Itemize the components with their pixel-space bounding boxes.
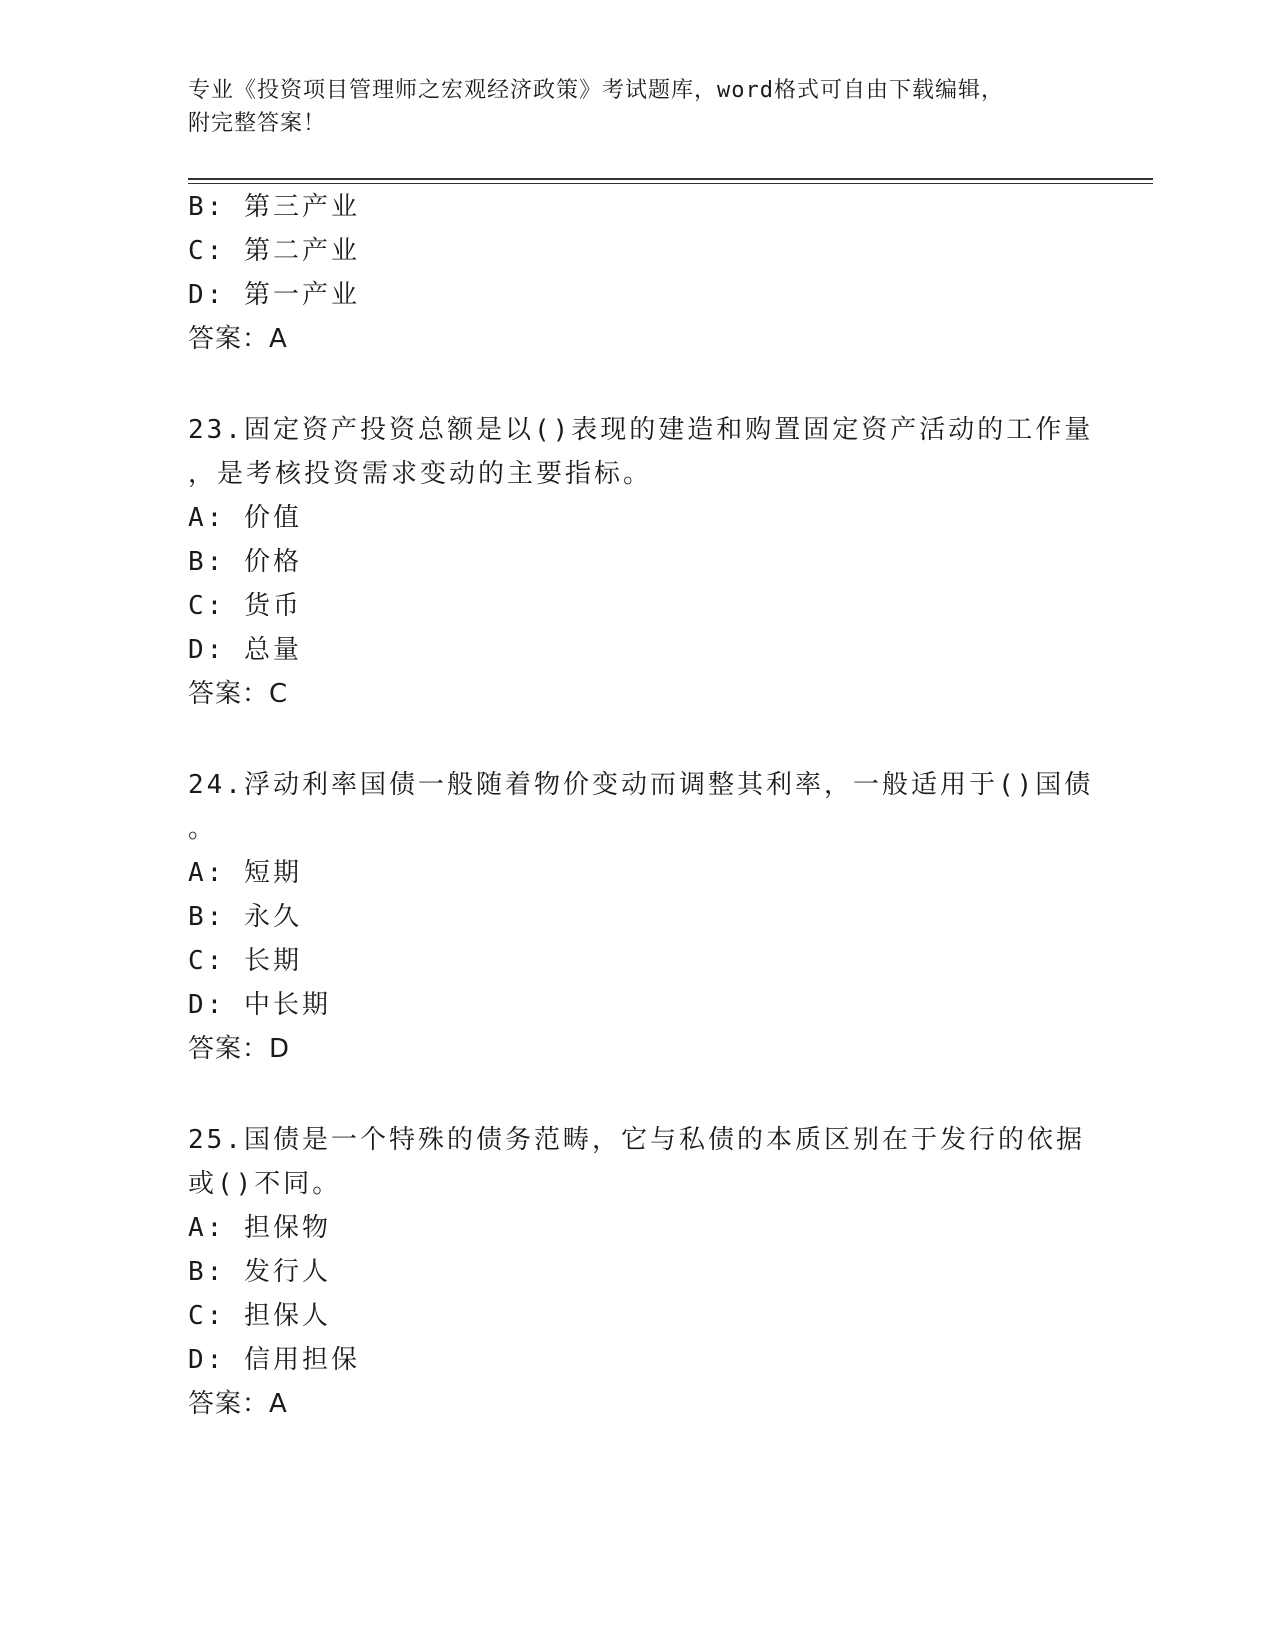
q25-stem-line-1: 25.国债是一个特殊的债务范畴，它与私债的本质区别在于发行的依据 [188,1125,1085,1155]
q24-option-d: D: 中长期 [188,990,331,1020]
document-header [188,74,1088,140]
q25-answer: 答案：A [188,1389,288,1419]
q25-option-a: A: 担保物 [188,1213,331,1243]
q22-option-d: D: 第一产业 [188,280,360,310]
q25-option-b: B: 发行人 [188,1257,331,1287]
q22-answer: 答案：A [188,324,288,354]
q22-option-c: C: 第二产业 [188,236,360,266]
q23-option-a: A: 价值 [188,503,302,533]
q23-stem-line-2: ，是考核投资需求变动的主要指标。 [188,459,653,489]
q24-stem-line-2: 。 [188,814,218,844]
header-line-2: 附完整答案！ [188,111,327,136]
q23-answer: 答案：C [188,679,289,709]
header-line-1: 专业《投资项目管理师之宏观经济政策》考试题库，word格式可自由下载编辑， [188,78,1004,103]
q23-stem-line-1: 23.固定资产投资总额是以()表现的建造和购置固定资产活动的工作量 [188,415,1094,445]
q25-stem-line-2: 或()不同。 [188,1169,342,1199]
header-divider-thin [188,183,1153,184]
q24-option-c: C: 长期 [188,946,302,976]
q23-option-c: C: 货币 [188,591,302,621]
q23-option-d: D: 总量 [188,635,302,665]
q22-option-b: B: 第三产业 [188,192,360,222]
q25-option-d: D: 信用担保 [188,1345,360,1375]
q24-option-a: A: 短期 [188,858,302,888]
header-divider-thick [188,178,1153,180]
q24-stem-line-1: 24.浮动利率国债一般随着物价变动而调整其利率，一般适用于()国债 [188,770,1094,800]
q24-option-b: B: 永久 [188,902,302,932]
q25-option-c: C: 担保人 [188,1301,331,1331]
q23-option-b: B: 价格 [188,547,302,577]
q24-answer: 答案：D [188,1034,291,1064]
